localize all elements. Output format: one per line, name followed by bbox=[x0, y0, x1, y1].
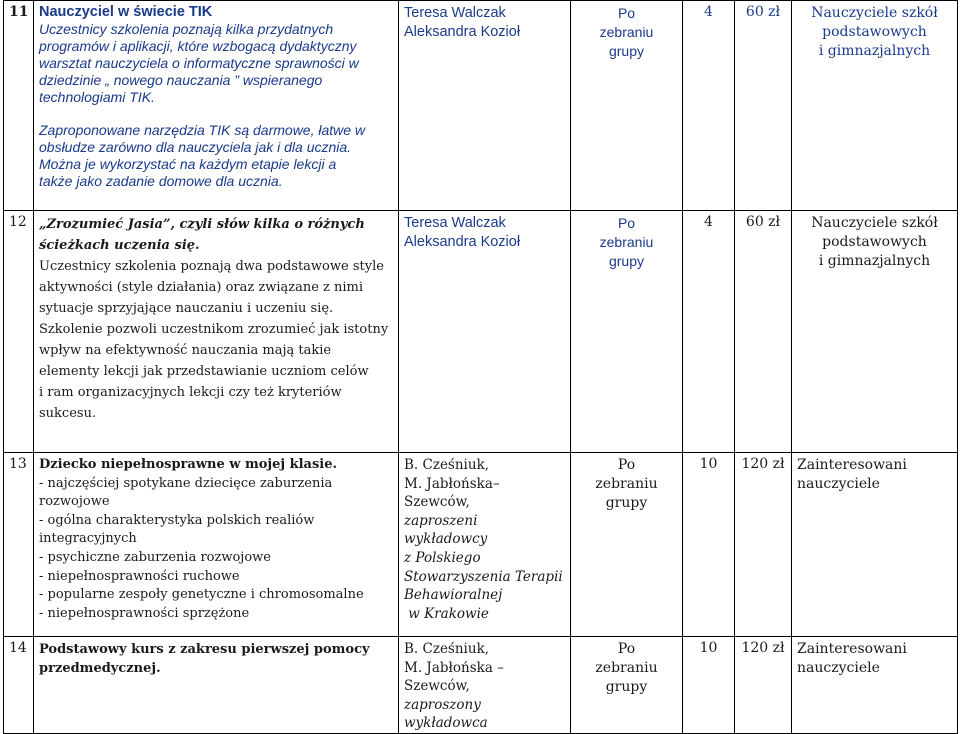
course-audience: Nauczyciele szkół podstawowych i gimnazjalnych bbox=[792, 1, 958, 211]
course-audience: Zainteresowani nauczyciele bbox=[792, 453, 958, 637]
course-title: „Zrozumieć Jasia”, czyli słów kilka o różnych bbox=[39, 217, 365, 232]
course-hours: 10 bbox=[683, 637, 735, 734]
table-row bbox=[4, 211, 958, 453]
course-price: 120 zł bbox=[735, 453, 792, 637]
courses-table bbox=[3, 0, 958, 734]
table-row bbox=[4, 637, 958, 734]
course-hours: 4 bbox=[683, 211, 735, 453]
course-title: Podstawowy kurs z zakresu pierwszej pomocy bbox=[39, 642, 370, 657]
course-topic: „Zrozumieć Jasia”, czyli słów kilka o różnych ścieżkach uczenia się. Uczestnicy szkolenia poznają dwa podstawowe style aktywności (style działania) oraz związane z nimi sytuacje sprzyjające nauczaniu i uczeniu się. Szkolenie pozwoli uczestnikom zrozumieć jak istotny wpływ na efektywność nauczania mają takie elementy lekcji jak przedstawianie uczniom celów i ram organizacyjnych lekcji czy też kryteriów sukcesu. bbox=[34, 211, 399, 453]
course-authors: Teresa Walczak Aleksandra Kozioł bbox=[399, 211, 571, 453]
course-hours: 10 bbox=[683, 453, 735, 637]
row-number: 12 bbox=[4, 211, 34, 453]
course-authors: B. Cześniuk, M. Jabłońska–Szewców, zaproszeni wykładowcy z Polskiego Stowarzyszenia Terapii Behawioralnej w Krakowie bbox=[399, 453, 571, 637]
course-audience: Nauczyciele szkół podstawowych i gimnazjalnych bbox=[792, 211, 958, 453]
course-price: 120 zł bbox=[735, 637, 792, 734]
course-title: Nauczyciel w świecie TIK bbox=[39, 4, 213, 20]
course-form: Po zebraniu grupy bbox=[571, 637, 683, 734]
course-topic: Nauczyciel w świecie TIK Uczestnicy szkolenia poznają kilka przydatnych programów i aplikacji, które wzbogacą dydaktyczny warsztat nauczyciela o informatyczne sprawności w dziedzinie „ nowego nauczania ” wspieranego technologiami TIK. Zaproponowane narzędzia TIK są darmowe, łatwe w obsłudze zarówno dla nauczyciela jak i dla ucznia. Można je wykorzystać na każdym etapie lekcji a także jako zadanie domowe dla ucznia. bbox=[34, 1, 399, 211]
table-row bbox=[4, 1, 958, 211]
course-form: Po zebraniu grupy bbox=[571, 211, 683, 453]
table-row bbox=[4, 453, 958, 637]
course-price: 60 zł bbox=[735, 211, 792, 453]
course-audience: Zainteresowani nauczyciele bbox=[792, 637, 958, 734]
course-hours: 4 bbox=[683, 1, 735, 211]
course-title: Dziecko niepełnosprawne w mojej klasie. bbox=[39, 457, 338, 472]
row-number: 14 bbox=[4, 637, 34, 734]
course-authors: B. Cześniuk, M. Jabłońska – Szewców, zaproszony wykładowca bbox=[399, 637, 571, 734]
row-number: 13 bbox=[4, 453, 34, 637]
course-price: 60 zł bbox=[735, 1, 792, 211]
course-topic: Dziecko niepełnosprawne w mojej klasie. - najczęściej spotykane dziecięce zaburzenia rozwojowe - ogólna charakterystyka polskich realiów integracyjnych - psychiczne zaburzenia rozwojowe - niepełnosprawności ruchowe - popularne zespoły genetyczne i chromosomalne - niepełnosprawności sprzężone bbox=[34, 453, 399, 637]
course-form: Po zebraniu grupy bbox=[571, 453, 683, 637]
course-topic: Podstawowy kurs z zakresu pierwszej pomocy przedmedycznej. bbox=[34, 637, 399, 734]
course-authors: Teresa Walczak Aleksandra Kozioł bbox=[399, 1, 571, 211]
row-number: 11 bbox=[4, 1, 34, 211]
course-form: Po zebraniu grupy bbox=[571, 1, 683, 211]
